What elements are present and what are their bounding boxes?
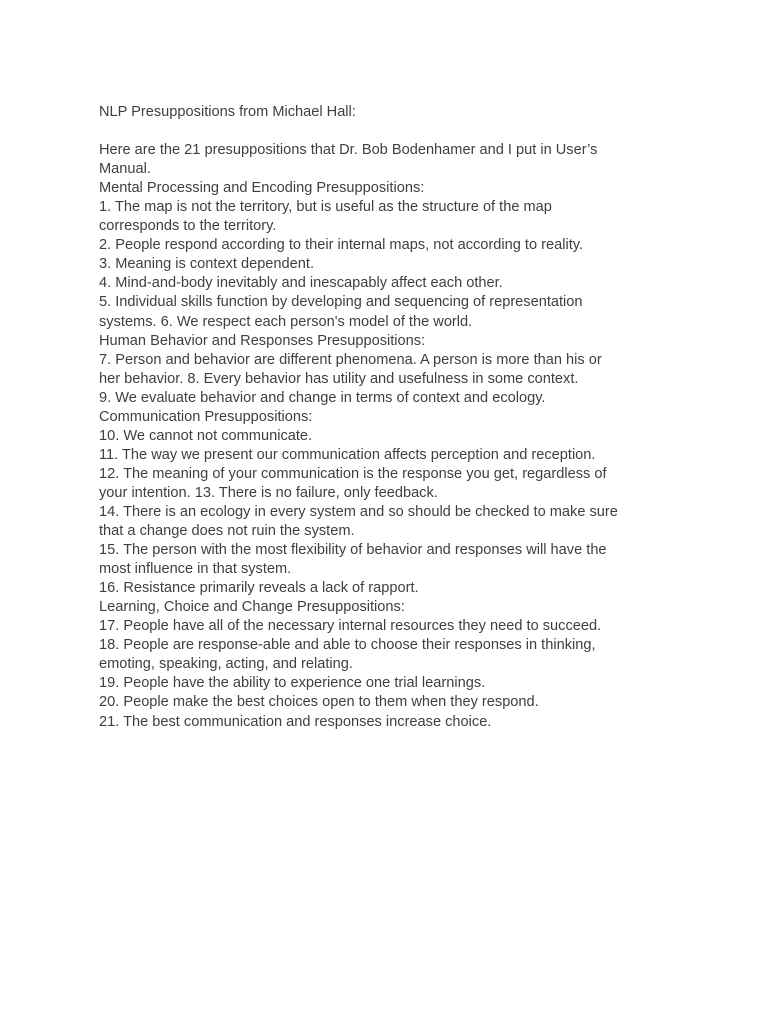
text-line: that a change does not ruin the system. bbox=[99, 523, 355, 540]
text-line: 17. People have all of the necessary internal resources they need to succeed. bbox=[99, 618, 602, 635]
presuppositions-list bbox=[99, 179, 679, 731]
document-body bbox=[99, 103, 679, 732]
text-line: most influence in that system. bbox=[99, 561, 292, 578]
text-line: 19. People have the ability to experience one trial learnings. bbox=[99, 675, 486, 692]
text-line: 2. People respond according to their internal maps, not according to reality. bbox=[99, 237, 584, 254]
text-line: 4. Mind-and-body inevitably and inescapably affect each other. bbox=[99, 275, 503, 292]
text-line: 3. Meaning is context dependent. bbox=[99, 256, 315, 273]
text-line: emoting, speaking, acting, and relating. bbox=[99, 656, 353, 673]
intro-line: Here are the 21 presuppositions that Dr. Bob Bodenhamer and I put in User’s bbox=[99, 142, 598, 159]
text-line: 10. We cannot not communicate. bbox=[99, 427, 313, 444]
text-line: your intention. 13. There is no failure, only feedback. bbox=[99, 484, 438, 501]
text-line: Human Behavior and Responses Presuppositions: bbox=[99, 332, 426, 349]
text-line: corresponds to the territory. bbox=[99, 218, 277, 235]
text-line: 21. The best communication and responses increase choice. bbox=[99, 713, 492, 730]
document-title: NLP Presuppositions from Michael Hall: bbox=[99, 104, 356, 120]
text-line: Mental Processing and Encoding Presuppositions: bbox=[99, 180, 425, 197]
text-line: 15. The person with the most flexibility of behavior and responses will have the bbox=[99, 542, 607, 559]
text-line: 20. People make the best choices open to them when they respond. bbox=[99, 694, 539, 711]
text-line: Learning, Choice and Change Presuppositions: bbox=[99, 599, 405, 616]
text-line: her behavior. 8. Every behavior has utility and usefulness in some context. bbox=[99, 370, 579, 387]
text-line: 12. The meaning of your communication is the response you get, regardless of bbox=[99, 465, 607, 482]
text-line: Communication Presuppositions: bbox=[99, 408, 313, 425]
text-line: 16. Resistance primarily reveals a lack of rapport. bbox=[99, 580, 419, 597]
text-line: 11. The way we present our communication affects perception and reception. bbox=[99, 446, 596, 463]
text-line: 9. We evaluate behavior and change in terms of context and ecology. bbox=[99, 389, 546, 406]
blank-line bbox=[99, 122, 679, 141]
text-line: 1. The map is not the territory, but is useful as the structure of the map bbox=[99, 199, 552, 216]
text-line: 7. Person and behavior are different phenomena. A person is more than his or bbox=[99, 351, 602, 368]
text-line: 14. There is an ecology in every system and so should be checked to make sure bbox=[99, 503, 618, 520]
text-line: 18. People are response-able and able to choose their responses in thinking, bbox=[99, 637, 596, 654]
intro-line: Manual. bbox=[99, 161, 151, 178]
text-line: 5. Individual skills function by developing and sequencing of representation bbox=[99, 294, 583, 311]
text-line: systems. 6. We respect each person's model of the world. bbox=[99, 313, 473, 330]
